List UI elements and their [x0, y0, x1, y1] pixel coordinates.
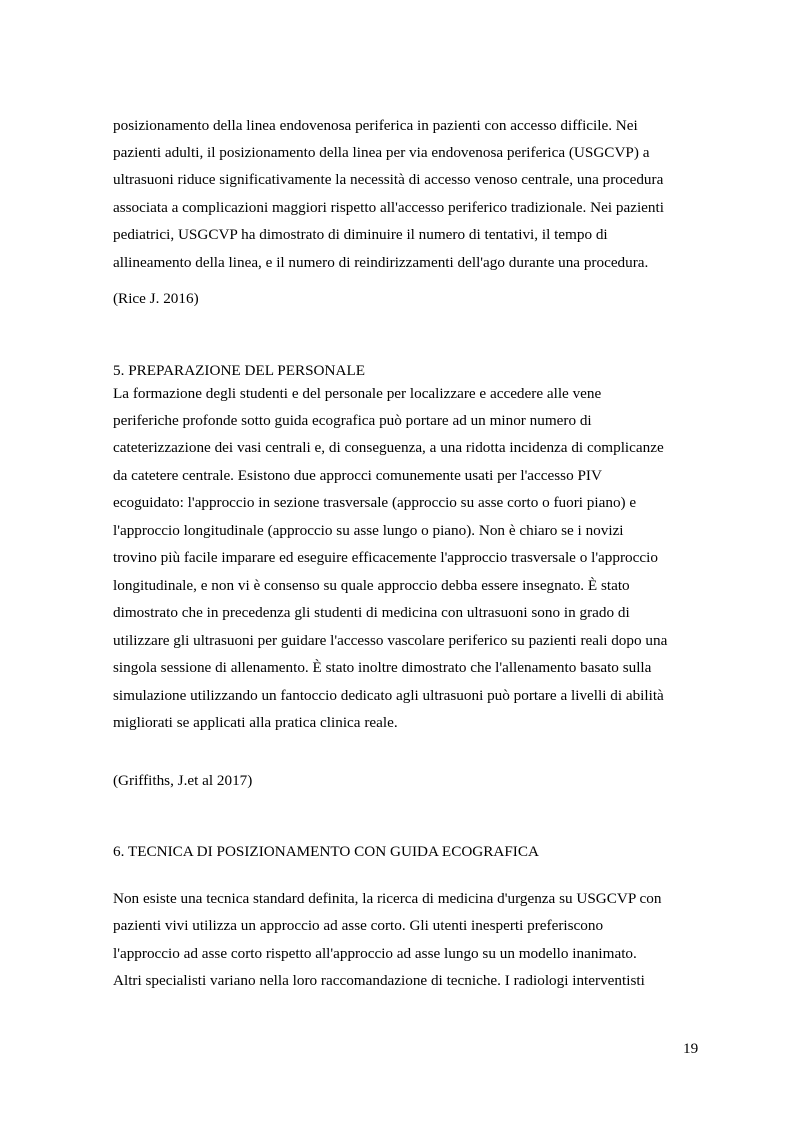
paragraph-line: ecoguidato: l'approccio in sezione trasversale (approccio su asse corto o fuori piano) e	[113, 494, 637, 511]
paragraph-line: longitudinale, e non vi è consenso su quale approccio debba essere insegnato. È stato	[113, 577, 630, 594]
paragraph-line: da catetere centrale. Esistono due approcci comunemente usati per l'accesso PIV	[113, 467, 602, 484]
paragraph-line: cateterizzazione dei vasi centrali e, di conseguenza, a una ridotta incidenza di complicanze	[113, 439, 664, 456]
citation: (Rice J. 2016)	[113, 290, 199, 307]
paragraph-line: dimostrato che in precedenza gli studenti di medicina con ultrasuoni sono in grado di	[113, 604, 630, 621]
paragraph-line: Altri specialisti variano nella loro raccomandazione di tecniche. I radiologi interventisti	[113, 972, 645, 989]
paragraph-line: Non esiste una tecnica standard definita, la ricerca di medicina d'urgenza su USGCVP con	[113, 890, 662, 907]
section-heading: 6. TECNICA DI POSIZIONAMENTO CON GUIDA ECOGRAFICA	[113, 843, 539, 860]
citation: (Griffiths, J.et al 2017)	[113, 772, 253, 789]
paragraph-line: l'approccio longitudinale (approccio su asse lungo o piano). Non è chiaro se i novizi	[113, 522, 624, 539]
section-heading: 5. PREPARAZIONE DEL PERSONALE	[113, 362, 366, 379]
paragraph-line: ultrasuoni riduce significativamente la necessità di accesso venoso centrale, una procedura	[113, 171, 664, 188]
paragraph-line: simulazione utilizzando un fantoccio dedicato agli ultrasuoni può portare a livelli di abilità	[113, 687, 664, 704]
paragraph-line: La formazione degli studenti e del personale per localizzare e accedere alle vene	[113, 385, 602, 402]
paragraph-line: l'approccio ad asse corto rispetto all'approccio ad asse lungo su un modello inanimato.	[113, 945, 637, 962]
paragraph-line: associata a complicazioni maggiori rispetto all'accesso periferico tradizionale. Nei pazienti	[113, 199, 664, 216]
paragraph-line: periferiche profonde sotto guida ecografica può portare ad un minor numero di	[113, 412, 592, 429]
paragraph-line: pazienti adulti, il posizionamento della linea per via endovenosa periferica (USGCVP) a	[113, 144, 650, 161]
paragraph-line: posizionamento della linea endovenosa periferica in pazienti con accesso difficile. Nei	[113, 117, 638, 134]
paragraph-line: trovino più facile imparare ed eseguire efficacemente l'approccio trasversale o l'approccio	[113, 549, 658, 566]
paragraph-line: allineamento della linea, e il numero di reindirizzamenti dell'ago durante una procedura.	[113, 254, 649, 271]
paragraph-line: utilizzare gli ultrasuoni per guidare l'accesso vascolare periferico su pazienti reali dopo una	[113, 632, 668, 649]
paragraph-line: pediatrici, USGCVP ha dimostrato di diminuire il numero di tentativi, il tempo di	[113, 226, 608, 243]
paragraph-line: migliorati se applicati alla pratica clinica reale.	[113, 714, 398, 731]
page-number: 19	[683, 1040, 699, 1057]
paragraph-line: singola sessione di allenamento. È stato inoltre dimostrato che l'allenamento basato sulla	[113, 659, 652, 676]
paragraph-line: pazienti vivi utilizza un approccio ad asse corto. Gli utenti inesperti preferiscono	[113, 917, 604, 934]
